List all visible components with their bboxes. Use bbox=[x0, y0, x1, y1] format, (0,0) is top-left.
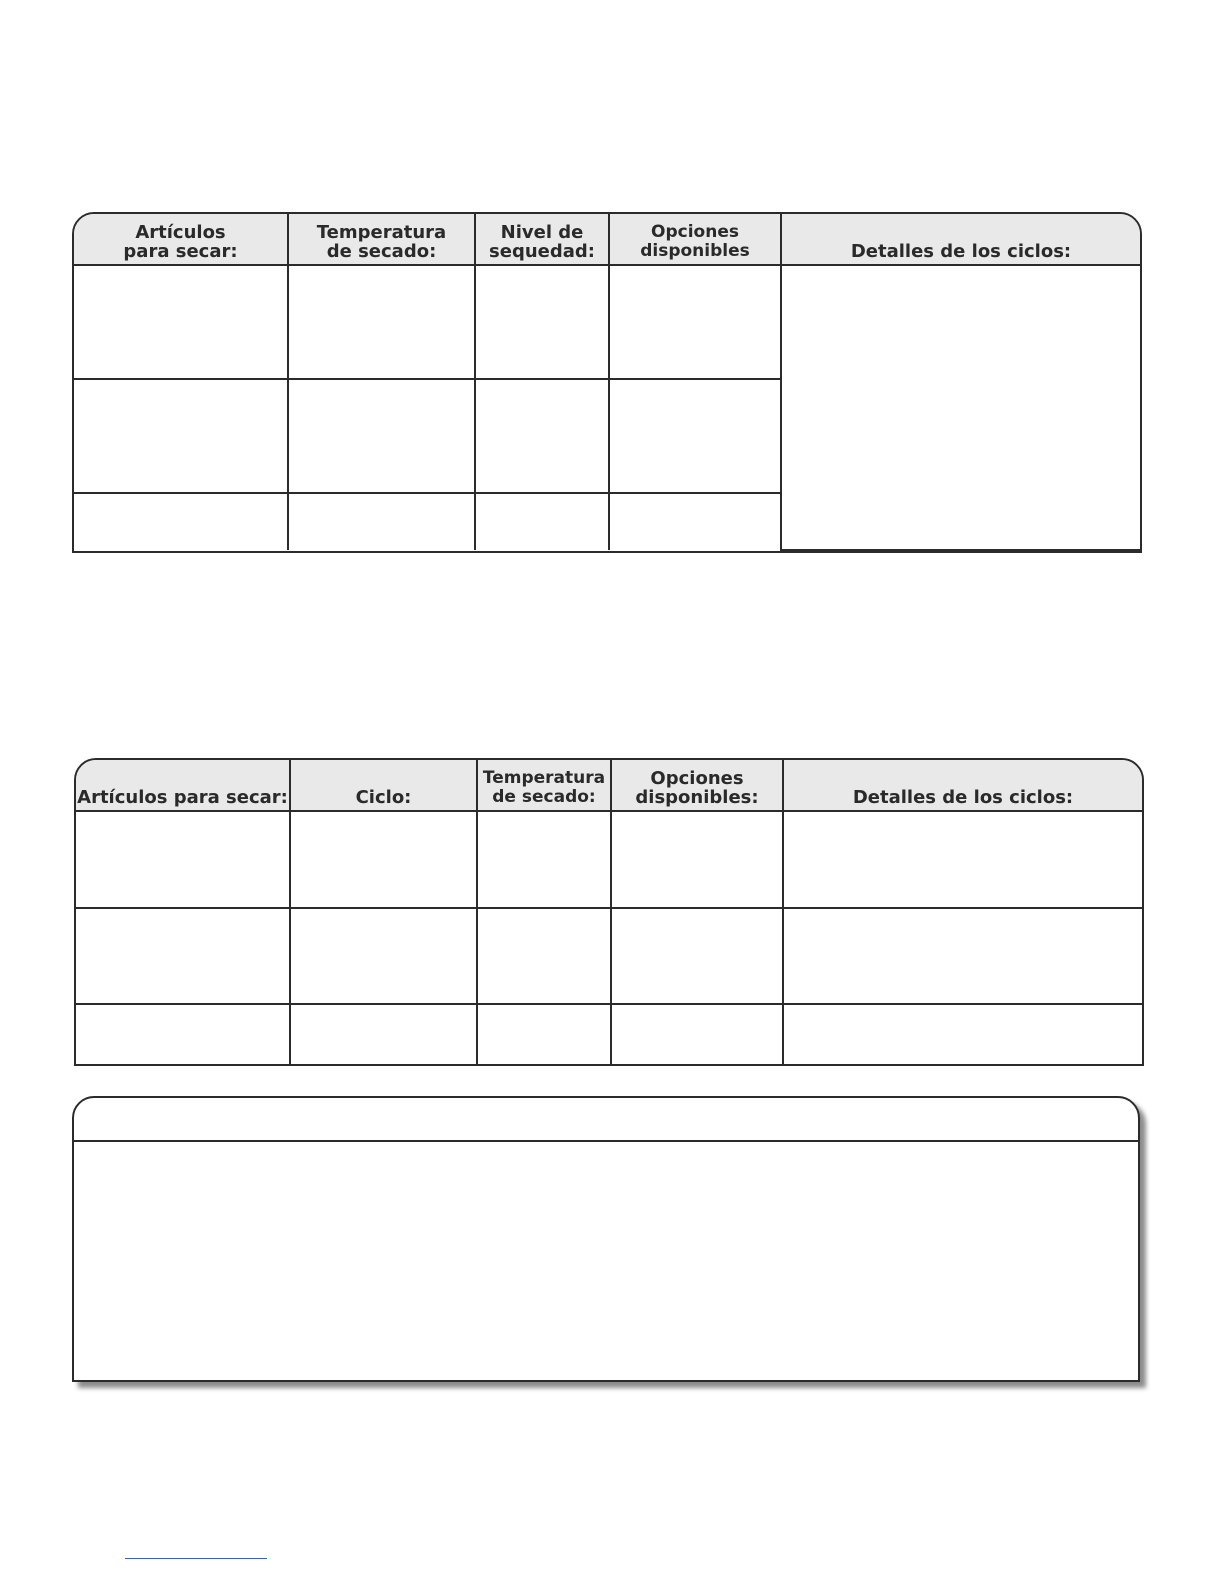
notes-box-header bbox=[74, 1098, 1138, 1142]
table-cell bbox=[76, 908, 290, 1005]
table-cell bbox=[611, 1004, 783, 1064]
table-cell bbox=[783, 1004, 1142, 1064]
table-row bbox=[74, 265, 1140, 379]
table-cell bbox=[288, 379, 475, 493]
header-ciclo: Ciclo: bbox=[290, 760, 477, 811]
table-cell bbox=[76, 1004, 290, 1064]
header-detalles: Detalles de los ciclos: bbox=[781, 214, 1140, 265]
table-cell bbox=[475, 379, 609, 493]
table-cell bbox=[475, 493, 609, 550]
table-cell bbox=[783, 908, 1142, 1005]
table-cell bbox=[475, 265, 609, 379]
table-cell bbox=[477, 1004, 611, 1064]
table-cell bbox=[609, 493, 781, 550]
table-row bbox=[76, 1004, 1142, 1064]
header-articulos: Artículos para secar: bbox=[76, 760, 290, 811]
table-cell bbox=[477, 811, 611, 908]
table-cell bbox=[290, 908, 477, 1005]
table-cell bbox=[609, 265, 781, 379]
header-opciones: Opciones disponibles: bbox=[611, 760, 783, 811]
table-cell bbox=[74, 265, 288, 379]
header-temperatura: Temperatura de secado: bbox=[288, 214, 475, 265]
table-row bbox=[76, 811, 1142, 908]
table-cell bbox=[288, 493, 475, 550]
drying-table-1 bbox=[72, 212, 1142, 553]
header-opciones: Opciones disponibles bbox=[609, 214, 781, 265]
header-temperatura: Temperatura de secado: bbox=[477, 760, 611, 811]
table-cell bbox=[74, 379, 288, 493]
table-cell bbox=[611, 908, 783, 1005]
cycle-details-cell bbox=[781, 265, 1140, 550]
table-cell bbox=[288, 265, 475, 379]
table-cell bbox=[477, 908, 611, 1005]
table-cell bbox=[290, 811, 477, 908]
table-cell bbox=[74, 493, 288, 550]
table-cell bbox=[609, 379, 781, 493]
link-underline[interactable] bbox=[125, 1558, 267, 1559]
header-detalles: Detalles de los ciclos: bbox=[783, 760, 1142, 811]
table-cell bbox=[611, 811, 783, 908]
header-articulos: Artículos para secar: bbox=[74, 214, 288, 265]
table-row bbox=[76, 908, 1142, 1005]
table-cell bbox=[76, 811, 290, 908]
header-nivel-sequedad: Nivel de sequedad: bbox=[475, 214, 609, 265]
table-cell bbox=[290, 1004, 477, 1064]
table-cell bbox=[783, 811, 1142, 908]
drying-table-2 bbox=[74, 758, 1144, 1066]
notes-box bbox=[72, 1096, 1140, 1382]
